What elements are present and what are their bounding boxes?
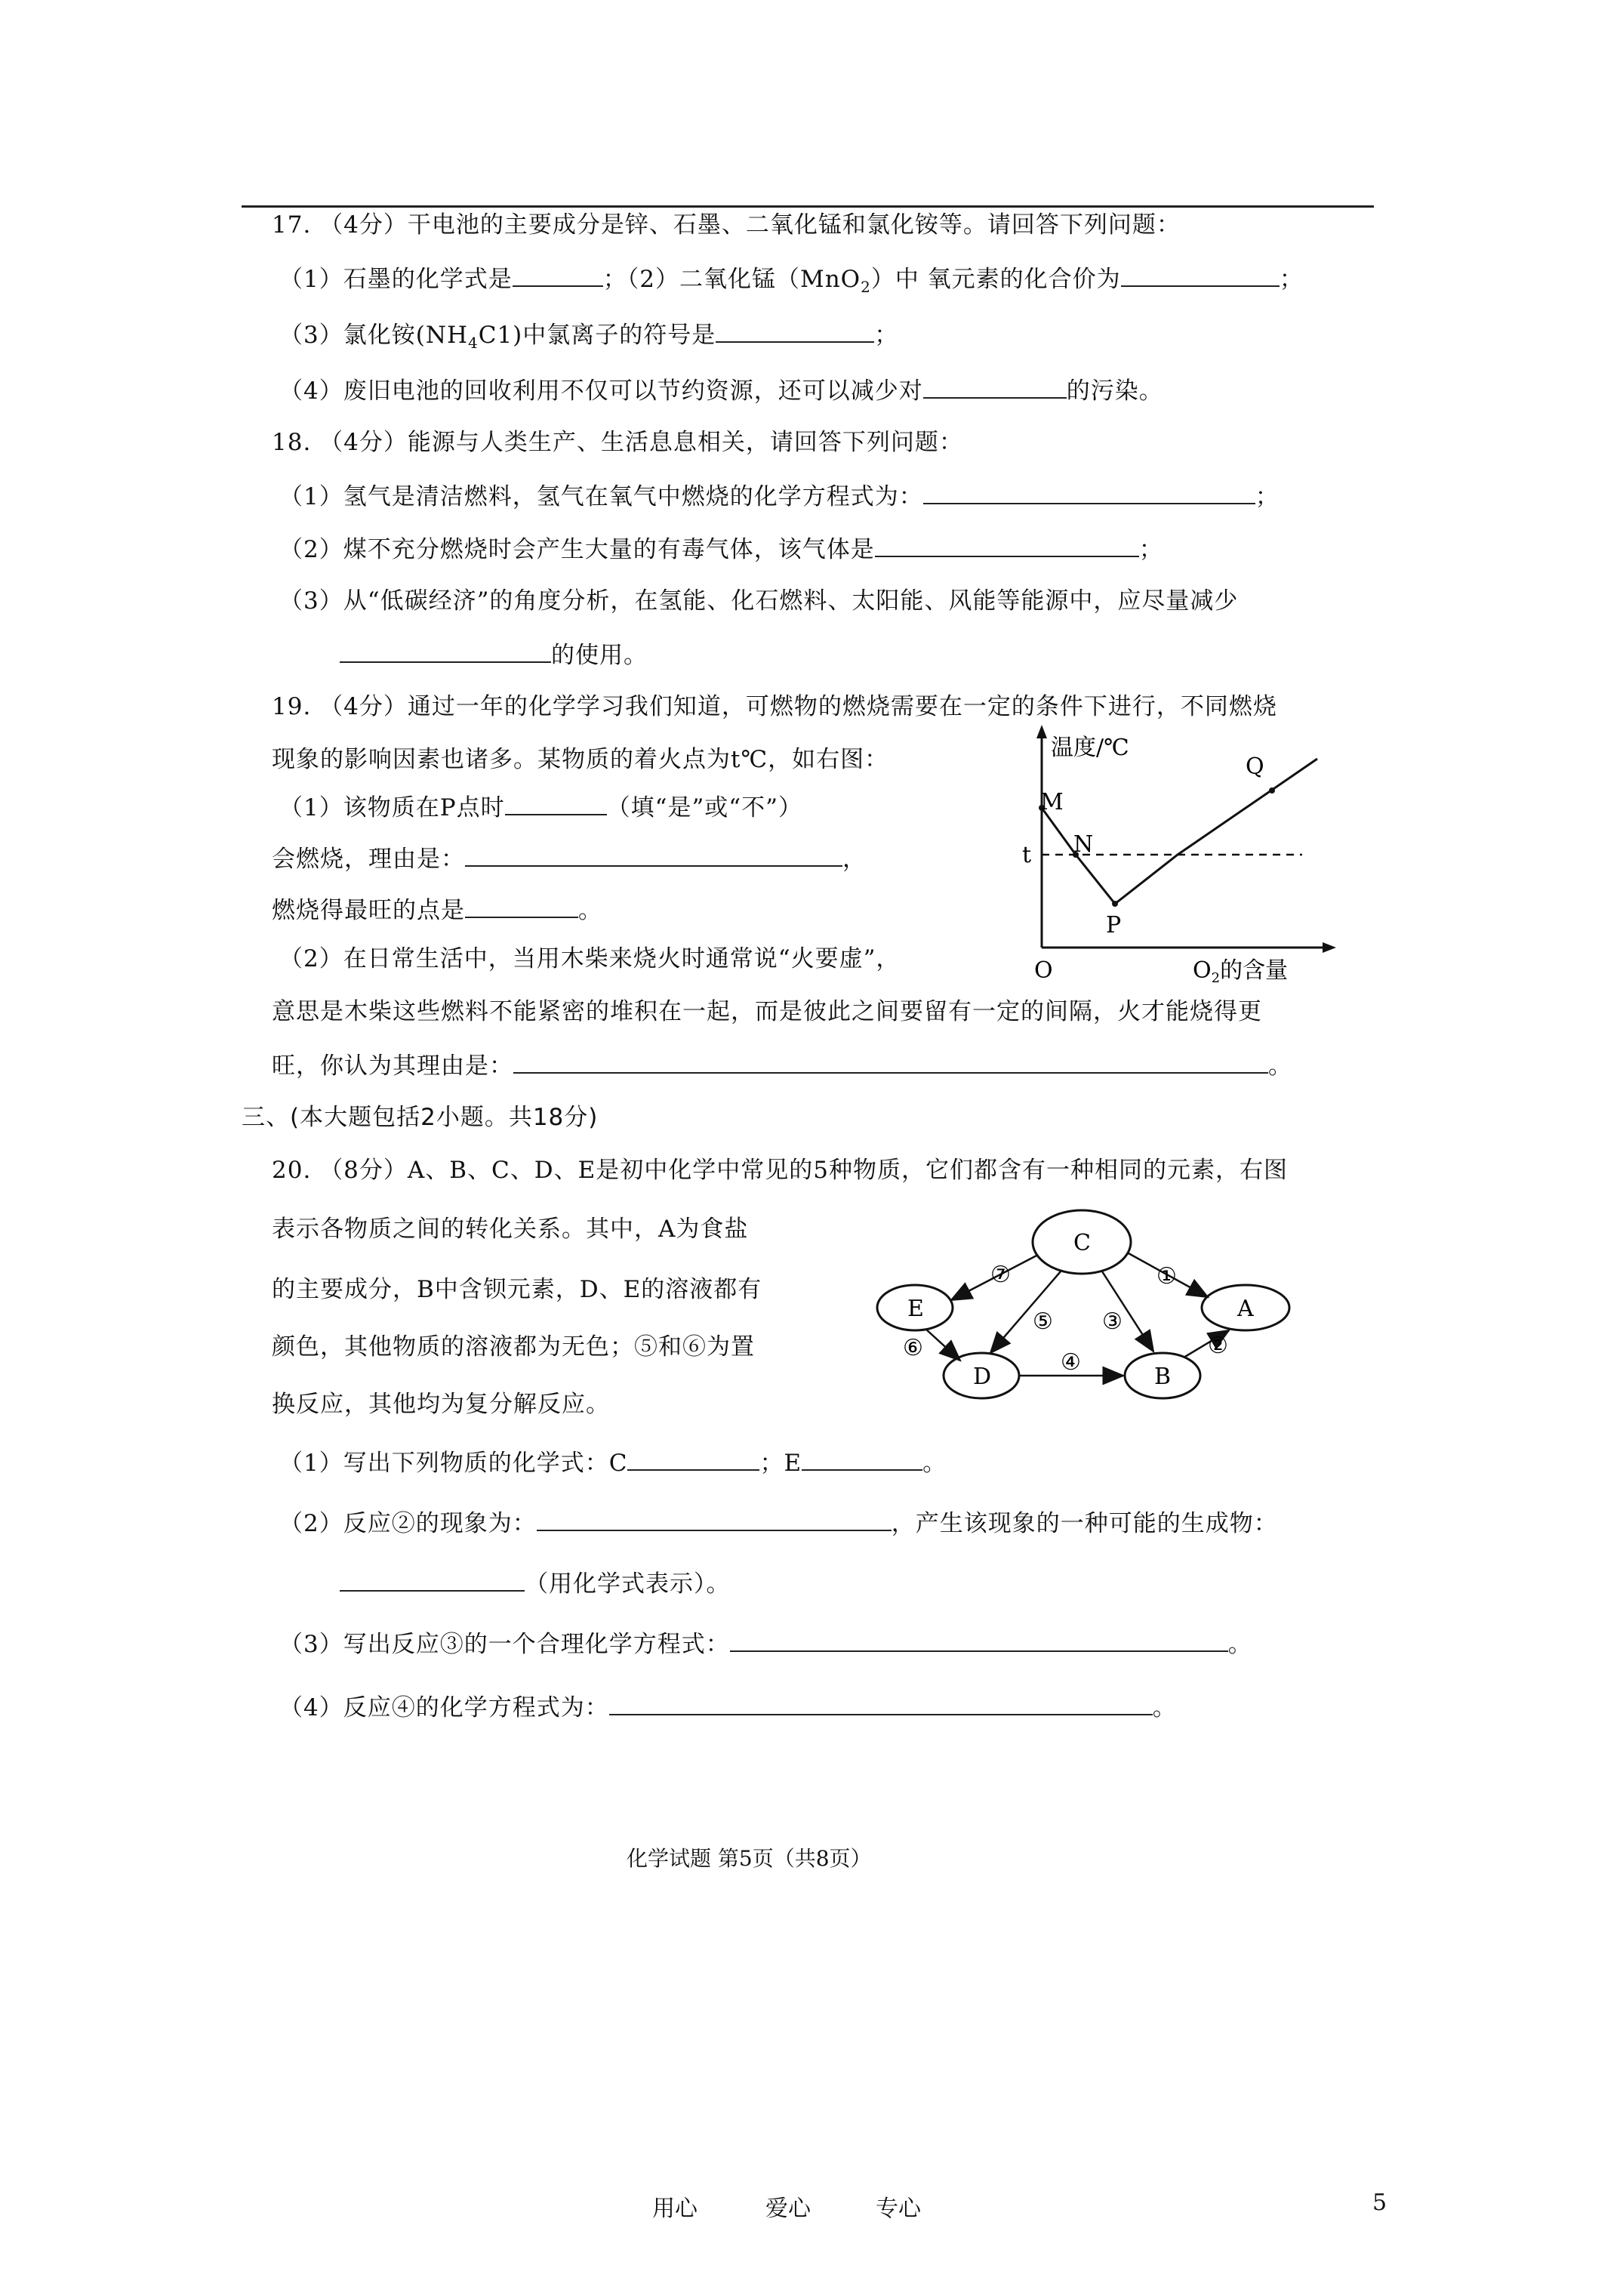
q20-line-4: 换反应，其他均为复分解反应。 [272,1391,610,1418]
answer-blank[interactable] [923,480,1255,504]
q20-line-3: 颜色，其他物质的溶液都为无色；⑤和⑥为置 [272,1333,755,1361]
answer-blank[interactable] [505,791,607,815]
q17-line-3: （4）废旧电池的回收利用不仅可以节约资源，还可以减少对 的污染。 [279,374,1163,406]
temperature-o2-graph [1012,725,1344,989]
q19-line-3: 会燃烧，理由是： ， [272,843,867,874]
answer-blank[interactable] [513,263,603,287]
node-c-label: C [1073,1230,1091,1256]
q18-line-4: 的使用。 [340,639,648,670]
answer-blank[interactable] [923,374,1067,399]
answer-blank[interactable] [730,1628,1228,1652]
label-q: Q [1246,754,1264,780]
q17-heading: 17. （4分）干电池的主要成分是锌、石墨、二氧化锰和氯化铵等。请回答下列问题： [272,211,1181,239]
answer-blank[interactable] [465,843,842,867]
q20-line-1: 表示各物质之间的转化关系。其中，A为食盐 [272,1216,749,1243]
q20-sub-2-cont: （用化学式表示）。 [340,1567,731,1599]
q18-line-3: （3）从“低碳经济”的角度分析，在氢能、化石燃料、太阳能、风能等能源中，应尽量减少 [279,587,1239,615]
q19-line-4: 燃烧得最旺的点是 。 [272,894,602,926]
arrow-label-3: ③ [1102,1308,1123,1335]
q19-line-5: （2）在日常生活中，当用木柴来烧火时通常说“火要虚”， [279,945,901,972]
node-a-label: A [1237,1296,1254,1322]
q18-line-1: （1）氢气是清洁燃料，氢气在氧气中燃烧的化学方程式为： ； [279,480,1280,512]
label-t: t [1022,842,1032,868]
q17-line-1: （1）石墨的化学式是 ；（2）二氧化锰（MnO$_2$）中 氧元素的化合价为 ； [279,263,1304,302]
footer-motto-3: 专心 [876,2196,921,2222]
label-m: M [1040,789,1064,815]
footer-motto-2: 爱心 [765,2196,811,2222]
section-3-heading: 三、(本大题包括2小题。共18分) [242,1104,599,1131]
top-rule [242,205,1374,208]
arrow-label-7: ⑦ [990,1262,1011,1288]
q18-heading: 18. （4分）能源与人类生产、生活息息相关，请回答下列问题： [272,429,963,456]
answer-blank[interactable] [1121,263,1280,287]
q20-line-2: 的主要成分，B中含钡元素，D、E的溶液都有 [272,1276,762,1303]
answer-blank[interactable] [875,533,1139,557]
y-axis-arrow [1036,725,1047,738]
footer-motto-1: 用心 [652,2196,698,2222]
y-axis-label: 温度/℃ [1051,735,1129,761]
q20-sub-3: （3）写出反应③的一个合理化学方程式： 。 [279,1628,1252,1660]
answer-blank[interactable] [537,1507,892,1531]
q19-line-7: 旺，你认为其理由是： 。 [272,1049,1292,1081]
q18-line-2: （2）煤不充分燃烧时会产生大量的有毒气体，该气体是 ； [279,533,1163,565]
point-q [1269,787,1275,794]
node-b-label: B [1154,1364,1172,1390]
conversion-diagram [868,1200,1306,1419]
arrow-label-1: ① [1156,1263,1177,1290]
answer-blank[interactable] [465,894,578,918]
x-axis-arrow [1323,942,1336,953]
label-p: P [1106,912,1122,938]
q17-line-2: （3）氯化铵$(NH_4C1)$中氯离子的符号是 ； [279,319,898,358]
q20-sub-2: （2）反应②的现象为： ，产生该现象的一种可能的生成物： [279,1507,1278,1539]
page-caption: 化学试题 第5页（共8页） [627,1846,872,1871]
arrow-label-5: ⑤ [1033,1308,1053,1335]
label-n: N [1073,831,1094,858]
answer-blank[interactable] [609,1691,1153,1715]
arrow-e-d [925,1329,960,1361]
q19-heading: 19. （4分）通过一年的化学学习我们知道，可燃物的燃烧需要在一定的条件下进行，不同燃烧 [272,693,1277,720]
page-number: 5 [1372,2190,1387,2216]
q19-line-6: 意思是木柴这些燃料不能紧密的堆积在一起，而是彼此之间要留有一定的间隔，火才能烧得更 [272,998,1262,1025]
answer-blank[interactable] [802,1447,922,1471]
q20-sub-1: （1）写出下列物质的化学式：C ；E 。 [279,1447,947,1478]
answer-blank[interactable] [513,1049,1268,1074]
node-e-label: E [907,1296,924,1322]
answer-blank[interactable] [627,1447,759,1471]
q19-line-2: （1）该物质在P点时 （填“是”或“不”） [279,791,802,823]
q19-line-1: 现象的影响因素也诸多。某物质的着火点为t℃，如右图： [272,746,889,773]
x-axis-label: $O_2$的含量 [1193,957,1289,986]
answer-blank[interactable] [716,319,874,343]
q20-heading: 20. （8分）A、B、C、D、E是初中化学中常见的5种物质，它们都含有一种相同的元素，右图 [272,1157,1288,1184]
q20-sub-4: （4）反应④的化学方程式为： 。 [279,1691,1177,1723]
arrow-label-4: ④ [1061,1349,1081,1376]
point-p [1112,901,1118,907]
answer-blank[interactable] [340,1567,525,1592]
arrow-label-2: ② [1208,1333,1228,1359]
origin-label: O [1034,957,1053,984]
answer-blank[interactable] [340,639,551,663]
node-d-label: D [973,1364,992,1390]
arrow-label-6: ⑥ [903,1335,923,1361]
